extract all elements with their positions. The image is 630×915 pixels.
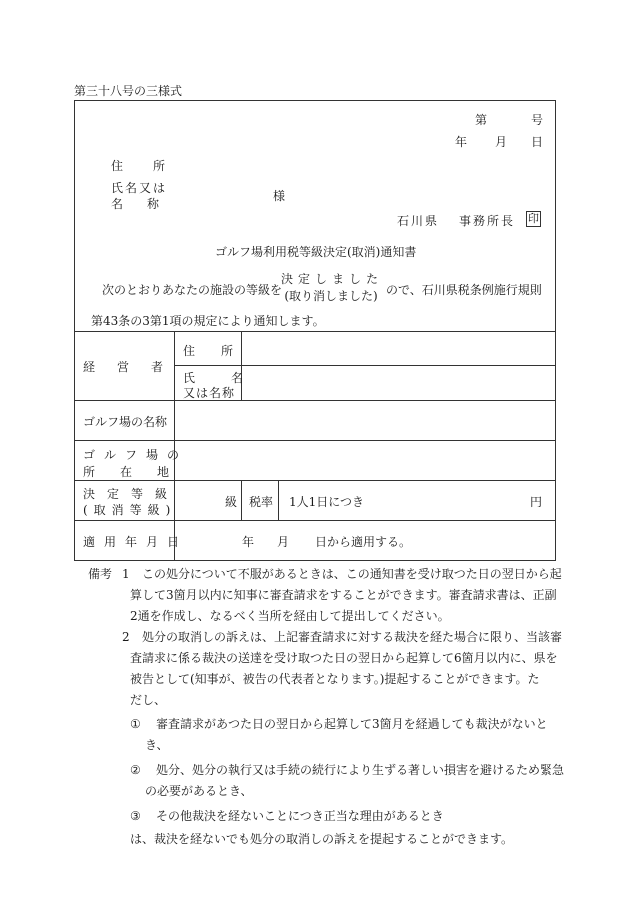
apply-text: 日から適用する。 [315,535,412,549]
note-1-number: 1 [122,567,130,581]
body-line2: 第43条の3第1項の規定により通知します。 [91,314,325,328]
notice-frame [74,100,556,561]
recipient-address-label: 住所 [111,159,196,173]
note-2-line-4: だし、 [130,693,167,707]
form-number: 第三十八号の三様式 [74,84,183,98]
grade-kyu-rule [241,480,242,520]
seal-box [526,211,541,227]
note-1-line-3: 2通を作成し、なるべく当所を経由して提出してください。 [130,609,450,623]
notes-tail: は、裁決を経ないでも処分の取消しの訴えを提起することができます。 [130,832,514,846]
note-1-line-1: この処分について不服があるときは、この通知書を受け取つた日の翌日から起 [142,567,562,581]
clause-2-line-2: の必要があるとき、 [145,784,253,798]
honorific: 様 [273,189,286,203]
row-rule-1 [75,400,555,401]
apply-month: 月 [277,535,290,549]
notes-label: 備考 [88,567,113,581]
body-post: ので、石川県税条例施行規則 [386,283,542,297]
recipient-name-label-1: 氏名又は [111,181,168,195]
seal-mark: 印 [528,212,539,225]
tax-rate-label: 税率 [249,495,274,509]
tax-rate-rule [278,480,279,520]
yen-label: 円 [530,495,543,509]
operator-label: 経営者 [83,360,186,374]
month-label: 月 [495,135,508,149]
note-2-line-2: 査請求に係る裁決の送達を受け取つた日の翌日から起算して6箇月以内に、県を [130,651,558,665]
operator-name-label-1: 氏名 [183,371,280,385]
golf-name-label: ゴルフ場の名称 [83,415,168,429]
issuer-pref: 石川県 [397,214,440,228]
apply-year: 年 [242,535,255,549]
kyu-label: 級 [225,495,238,509]
operator-address-label: 住所 [183,344,260,358]
clause-1-line-2: き、 [145,738,169,752]
document-title: ゴルフ場利用税等級決定(取消)通知書 [215,245,417,259]
note-2-line-3: 被告として(知事が、被告の代表者となります。)提起することができます。た [130,672,540,686]
clause-1-line-1: 審査請求があつた日の翌日から起算して3箇月を経過しても裁決がないと [156,717,548,731]
clause-3-mark: ③ [130,809,141,823]
note-2-line-1: 処分の取消しの訴えは、上記審査請求に対する裁決を経た場合に限り、当該審 [142,630,563,644]
golf-location-label-1: ゴルフ場の [83,448,189,462]
grade-label-1: 決定等級 [83,487,180,501]
clause-2-line-1: 処分、処分の執行又は手続の続行により生ずる著しい損害を避けるため緊急 [156,763,565,777]
operator-mid-rule [174,365,555,366]
issuer-office: 事務所長 [459,214,516,228]
apply-date-label: 適用年月日 [83,535,189,549]
go-label: 号 [531,113,544,127]
note-1-line-2: 算して3箇月以内に知事に審査請求をすることができます。審査請求書は、正副 [130,588,557,602]
day-label: 日 [531,135,544,149]
recipient-name-label-2: 名称 [111,197,184,211]
dai-label: 第 [475,113,488,127]
year-label: 年 [455,135,468,149]
row-rule-3 [75,480,555,481]
clause-1-mark: ① [130,717,141,731]
body-pre: 次のとおりあなたの施設の等級を [102,283,283,297]
row-rule-4 [75,520,555,521]
clause-2-mark: ② [130,763,141,777]
clause-3-line-1: その他裁決を経ないことにつき正当な理由があるとき [156,809,444,823]
operator-name-label-2: 又は名称 [183,386,236,400]
row-rule-2 [75,440,555,441]
per-day-label: 1人1日につき [289,495,365,509]
body-options: 決定しました (取り消しました) [281,272,384,303]
golf-location-label-2: 所在地 [83,465,195,479]
table-top-rule [75,331,555,332]
grade-label-2: (取消等級) [83,503,177,517]
note-2-number: 2 [122,630,130,644]
